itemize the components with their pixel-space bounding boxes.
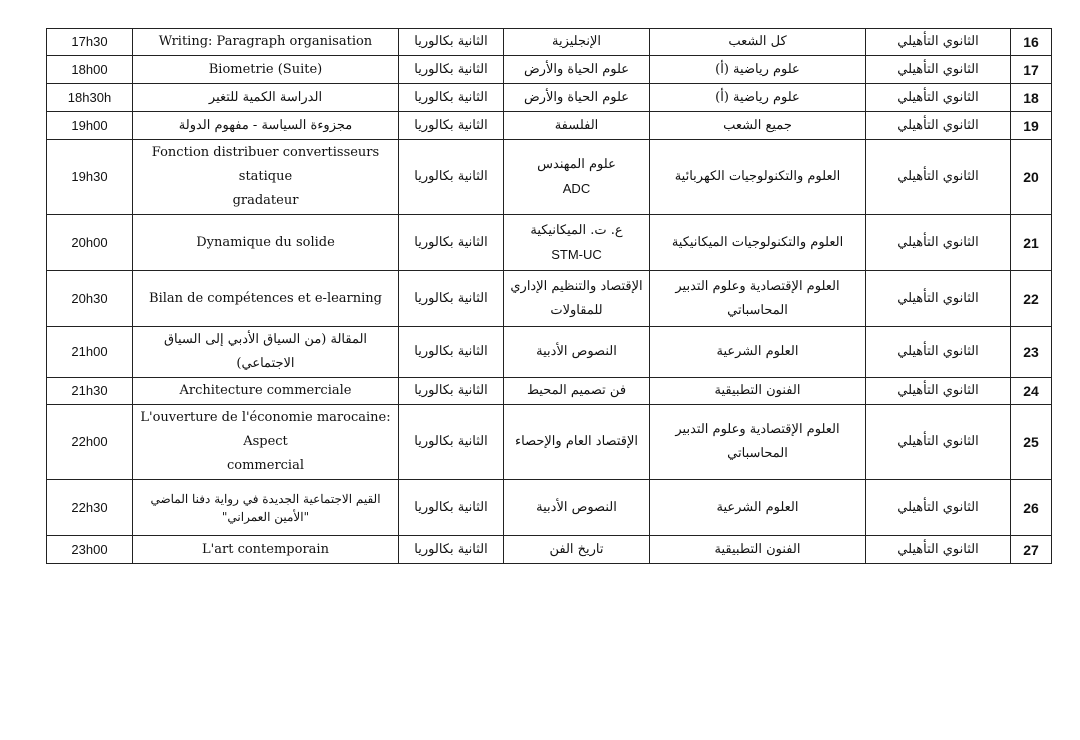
lesson-title-cell: Dynamique du solide [133, 215, 399, 271]
row-number-cell: 26 [1011, 480, 1052, 536]
stream-cell: العلوم والتكنولوجيات الميكانيكية [650, 215, 866, 271]
subject-cell [504, 215, 650, 271]
time-cell: 22h00 [47, 405, 133, 480]
table-row [47, 271, 1052, 327]
level-cell: الثانوي التأهيلي [866, 140, 1011, 215]
lesson-title-line: Fonction distribuer convertisseurs statique [151, 145, 380, 184]
grade-cell: الثانية بكالوريا [399, 112, 504, 140]
time-cell: 22h30 [47, 480, 133, 536]
level-cell: الثانوي التأهيلي [866, 327, 1011, 378]
grade-cell: الثانية بكالوريا [399, 215, 504, 271]
row-number-cell: 25 [1011, 405, 1052, 480]
table-row [47, 405, 1052, 480]
lesson-title-line: gradateur [232, 193, 299, 208]
row-number-cell: 22 [1011, 271, 1052, 327]
subject-cell: علوم الحياة والأرض [504, 84, 650, 112]
level-cell: الثانوي التأهيلي [866, 84, 1011, 112]
grade-cell: الثانية بكالوريا [399, 405, 504, 480]
lesson-title-cell: Architecture commerciale [133, 378, 399, 405]
lesson-title-cell: المقالة (من السياق الأدبي إلى السياق الاجتماعي) [133, 327, 399, 378]
subject-code: ADC [562, 181, 591, 196]
row-number-cell: 19 [1011, 112, 1052, 140]
lesson-title-cell [133, 140, 399, 215]
row-number-cell: 24 [1011, 378, 1052, 405]
row-number-cell: 21 [1011, 215, 1052, 271]
level-cell: الثانوي التأهيلي [866, 405, 1011, 480]
lesson-title-cell: Biometrie (Suite) [133, 56, 399, 84]
lesson-title-cell: القيم الاجتماعية الجديدة في رواية دفنا الماضي "الأمين العمراني" [133, 480, 399, 536]
table-row [47, 56, 1052, 84]
subject-cell: النصوص الأدبية [504, 480, 650, 536]
lesson-title-cell: L'art contemporain [133, 536, 399, 564]
table-row [47, 140, 1052, 215]
grade-cell: الثانية بكالوريا [399, 56, 504, 84]
grade-cell: الثانية بكالوريا [399, 378, 504, 405]
subject-cell: تاريخ الفن [504, 536, 650, 564]
time-cell: 21h30 [47, 378, 133, 405]
level-cell: الثانوي التأهيلي [866, 215, 1011, 271]
subject-cell: الإنجليزية [504, 29, 650, 56]
stream-cell: جميع الشعب [650, 112, 866, 140]
time-cell: 23h00 [47, 536, 133, 564]
time-cell: 18h30h [47, 84, 133, 112]
grade-cell: الثانية بكالوريا [399, 84, 504, 112]
grade-cell: الثانية بكالوريا [399, 327, 504, 378]
stream-cell: العلوم والتكنولوجيات الكهربائية [650, 140, 866, 215]
lesson-title-cell: Bilan de compétences et e-learning [133, 271, 399, 327]
time-cell: 17h30 [47, 29, 133, 56]
row-number-cell: 20 [1011, 140, 1052, 215]
time-cell: 20h30 [47, 271, 133, 327]
table-row [47, 84, 1052, 112]
level-cell: الثانوي التأهيلي [866, 536, 1011, 564]
table-row [47, 480, 1052, 536]
time-cell: 19h30 [47, 140, 133, 215]
stream-cell: العلوم الإقتصادية وعلوم التدبير المحاسباتي [650, 271, 866, 327]
lesson-title-cell [133, 405, 399, 480]
stream-cell: العلوم الشرعية [650, 480, 866, 536]
stream-cell: الفنون التطبيقية [650, 378, 866, 405]
table-row [47, 215, 1052, 271]
level-cell: الثانوي التأهيلي [866, 378, 1011, 405]
subject-cell [504, 271, 650, 327]
subject-line: ع. ت. الميكانيكية [530, 222, 623, 238]
time-cell: 20h00 [47, 215, 133, 271]
grade-cell: الثانية بكالوريا [399, 480, 504, 536]
row-number-cell: 23 [1011, 327, 1052, 378]
level-cell: الثانوي التأهيلي [866, 56, 1011, 84]
schedule-table [46, 28, 1052, 564]
table-row [47, 29, 1052, 56]
stream-cell: الفنون التطبيقية [650, 536, 866, 564]
lesson-title-line: commercial [226, 458, 305, 473]
subject-line: للمقاولات [550, 302, 603, 318]
level-cell: الثانوي التأهيلي [866, 112, 1011, 140]
time-cell: 19h00 [47, 112, 133, 140]
lesson-title-line: L'ouverture de l'économie marocaine: Aspect [140, 410, 391, 449]
table-row [47, 112, 1052, 140]
table-row [47, 536, 1052, 564]
level-cell: الثانوي التأهيلي [866, 29, 1011, 56]
row-number-cell: 27 [1011, 536, 1052, 564]
subject-line: الإقتصاد والتنظيم الإداري [510, 278, 643, 294]
level-cell: الثانوي التأهيلي [866, 271, 1011, 327]
stream-cell: العلوم الإقتصادية وعلوم التدبير المحاسباتي [650, 405, 866, 480]
subject-cell: النصوص الأدبية [504, 327, 650, 378]
row-number-cell: 18 [1011, 84, 1052, 112]
lesson-title-cell: الدراسة الكمية للتغير [133, 84, 399, 112]
stream-cell: علوم رياضية (أ) [650, 84, 866, 112]
row-number-cell: 17 [1011, 56, 1052, 84]
subject-cell: الإقتصاد العام والإحصاء [504, 405, 650, 480]
subject-cell [504, 140, 650, 215]
subject-cell: الفلسفة [504, 112, 650, 140]
table-row [47, 378, 1052, 405]
grade-cell: الثانية بكالوريا [399, 29, 504, 56]
lesson-title-cell: Writing: Paragraph organisation [133, 29, 399, 56]
subject-cell: فن تصميم المحيط [504, 378, 650, 405]
stream-cell: علوم رياضية (أ) [650, 56, 866, 84]
grade-cell: الثانية بكالوريا [399, 271, 504, 327]
grade-cell: الثانية بكالوريا [399, 536, 504, 564]
grade-cell: الثانية بكالوريا [399, 140, 504, 215]
table-row [47, 327, 1052, 378]
lesson-title-cell: مجزوءة السياسة - مفهوم الدولة [133, 112, 399, 140]
subject-line: علوم المهندس [537, 157, 616, 172]
row-number-cell: 16 [1011, 29, 1052, 56]
stream-cell: العلوم الشرعية [650, 327, 866, 378]
subject-cell: علوم الحياة والأرض [504, 56, 650, 84]
level-cell: الثانوي التأهيلي [866, 480, 1011, 536]
stream-cell: كل الشعب [650, 29, 866, 56]
time-cell: 18h00 [47, 56, 133, 84]
subject-code: STM-UC [551, 246, 602, 262]
time-cell: 21h00 [47, 327, 133, 378]
